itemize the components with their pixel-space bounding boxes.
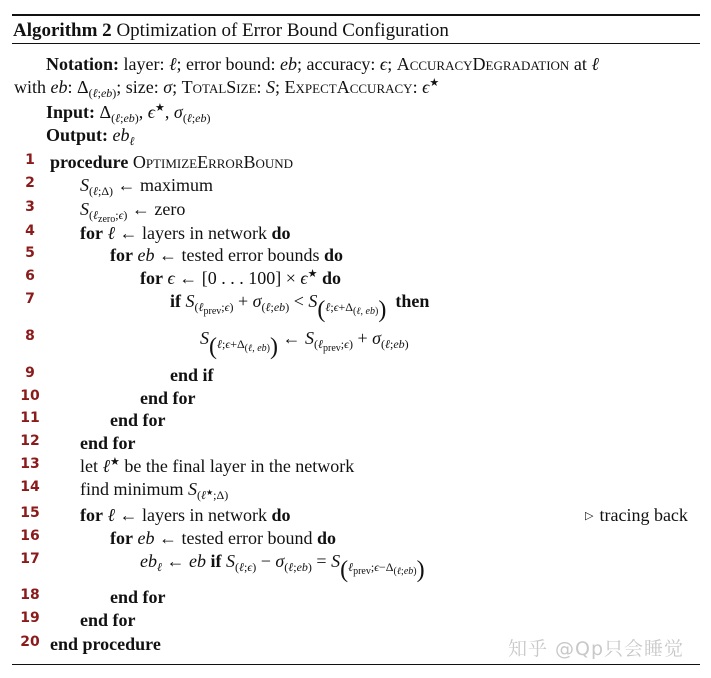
notation-line-2: with eb: $\Delta_{(\ell;eb)}$; size: σ; TotalSize: S; ExpectAccuracy: ϵ★ xyxy=(14,77,440,100)
text-range: [0 . . . 100] × xyxy=(201,268,296,288)
line-number: 14 xyxy=(20,479,40,495)
line-number: 1 xyxy=(25,152,35,168)
text-tested-bound: tested error bound xyxy=(181,528,313,548)
comment-text: tracing back xyxy=(599,505,688,525)
keyword-for: for xyxy=(80,223,103,243)
line-number: 5 xyxy=(25,245,35,261)
keyword-do: do xyxy=(323,245,343,265)
text-find-minimum: find minimum xyxy=(80,479,184,499)
keyword-end-for: end for xyxy=(80,433,136,453)
text-tested-bounds: tested error bounds xyxy=(181,245,320,265)
value-zero: zero xyxy=(154,199,186,219)
top-rule xyxy=(12,14,700,16)
keyword-end-procedure: end procedure xyxy=(50,634,161,654)
keyword-end-for: end for xyxy=(140,388,196,408)
keyword-if: if xyxy=(210,551,222,571)
algorithm-caption xyxy=(13,20,449,42)
line-number: 3 xyxy=(25,199,35,215)
procedure-name: OptimizeErrorBound xyxy=(132,152,294,172)
comment-tracing-back xyxy=(585,505,688,526)
keyword-do: do xyxy=(271,223,291,243)
line-number: 19 xyxy=(20,610,40,626)
bottom-rule xyxy=(12,664,700,665)
line-number: 12 xyxy=(20,433,40,449)
line-number: 16 xyxy=(20,528,40,544)
watermark: 知乎 @Qp只会睡觉 xyxy=(508,638,685,660)
keyword-for: for xyxy=(110,528,133,548)
keyword-end-for: end for xyxy=(80,610,136,630)
line-number: 20 xyxy=(20,634,40,650)
input-line: Input: $\Delta_{(\ell;eb)}$, ϵ★, $\sigma_{(\ell;eb)}$ xyxy=(46,102,211,125)
line-number: 8 xyxy=(25,328,35,344)
text-layers: layers in network xyxy=(141,223,267,243)
output-line: Output: $eb_\ell$ xyxy=(46,125,135,148)
line-number: 9 xyxy=(25,365,35,381)
keyword-do: do xyxy=(322,268,342,288)
caption-rule xyxy=(12,43,700,44)
keyword-end-if: end if xyxy=(170,365,214,385)
keyword-do: do xyxy=(316,528,336,548)
value-maximum: maximum xyxy=(140,175,214,195)
comment-triangle-icon: ▷ xyxy=(585,510,594,522)
line-number: 4 xyxy=(25,223,35,239)
keyword-then: then xyxy=(395,291,430,311)
keyword-if: if xyxy=(170,291,181,311)
notation-line-1: Notation: layer: ℓ; error bound: eb; accuracy: ϵ; AccuracyDegradation at ℓ xyxy=(46,54,599,74)
keyword-for: for xyxy=(80,505,103,525)
keyword-procedure: procedure xyxy=(50,152,129,172)
line-number: 18 xyxy=(20,587,40,603)
line-number: 15 xyxy=(20,505,40,521)
line-number: 13 xyxy=(20,456,40,472)
text-let: let xyxy=(80,456,98,476)
line-number: 6 xyxy=(25,268,35,284)
output-label: Output: xyxy=(46,125,109,145)
keyword-for: for xyxy=(140,268,163,288)
keyword-end-for: end for xyxy=(110,587,166,607)
line-number: 11 xyxy=(20,410,40,426)
text-final-layer: be the final layer in the network xyxy=(124,456,355,476)
caption-label: Algorithm 2 xyxy=(13,20,112,41)
line-number: 17 xyxy=(20,551,40,567)
text-layers: layers in network xyxy=(141,505,267,525)
keyword-for: for xyxy=(110,245,133,265)
line-number: 7 xyxy=(25,291,35,307)
caption-title: Optimization of Error Bound Configuration xyxy=(116,20,449,41)
input-label: Input: xyxy=(46,102,96,122)
line-number: 10 xyxy=(20,388,40,404)
line-number: 2 xyxy=(25,175,35,191)
keyword-end-for: end for xyxy=(110,410,166,430)
keyword-do: do xyxy=(271,505,291,525)
